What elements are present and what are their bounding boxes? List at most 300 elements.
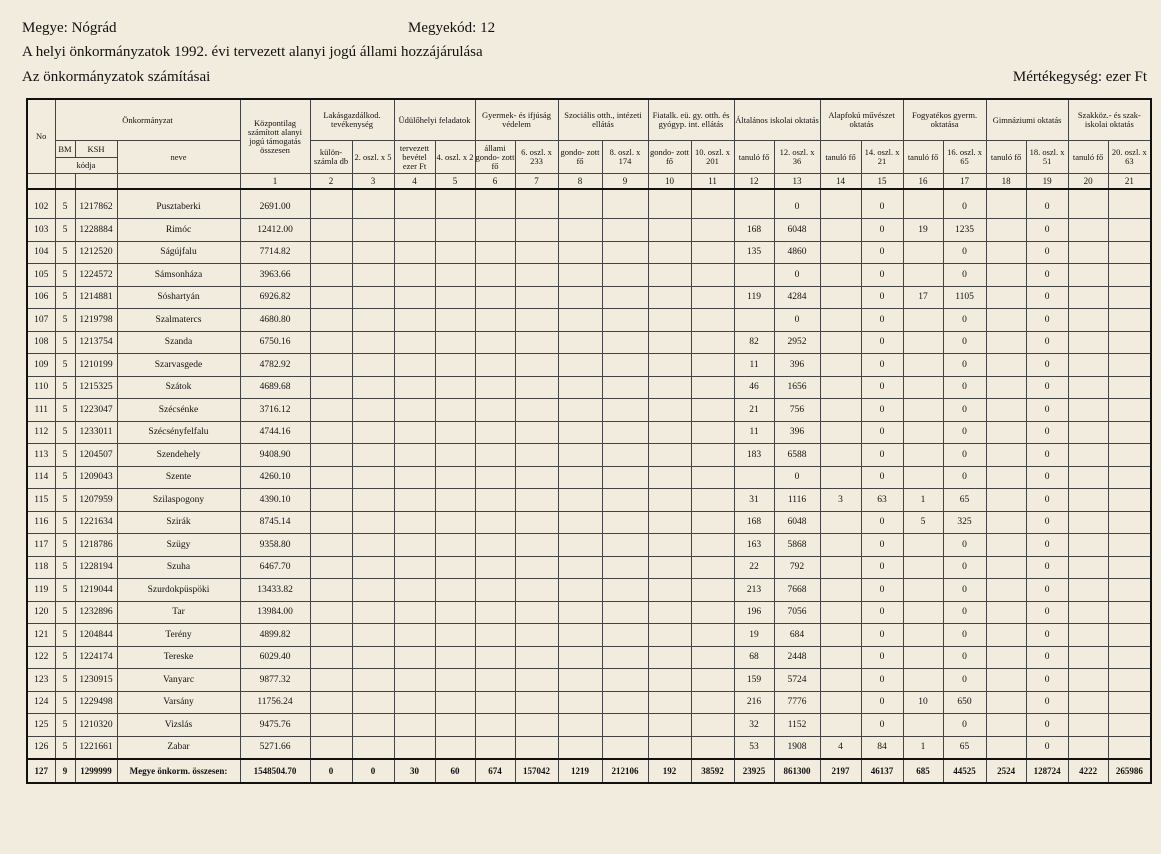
value-cell-col-5 bbox=[435, 264, 475, 287]
municipality-name: Sámsonháza bbox=[117, 264, 240, 287]
value-cell-col-21 bbox=[1108, 189, 1151, 219]
value-cell-col-16 bbox=[903, 579, 943, 602]
value-cell-col-13: 0 bbox=[774, 309, 820, 332]
value-cell-col-9 bbox=[602, 466, 648, 489]
sub-header: tanuló fő bbox=[820, 141, 861, 174]
municipality-name: Szendehely bbox=[117, 444, 240, 467]
group-header-7: Alapfokú művészet oktatás bbox=[820, 99, 903, 141]
value-cell-col-21 bbox=[1108, 489, 1151, 512]
value-cell-col-13: 1656 bbox=[774, 376, 820, 399]
total-support: 4782.92 bbox=[240, 354, 310, 377]
value-cell-col-7 bbox=[515, 444, 558, 467]
row-number: 103 bbox=[27, 219, 55, 242]
total-support: 9408.90 bbox=[240, 444, 310, 467]
value-cell-col-8 bbox=[558, 489, 602, 512]
municipality-name: Sóshartyán bbox=[117, 286, 240, 309]
table-body bbox=[27, 189, 1151, 783]
sub-header: tervezett bevétel ezer Ft bbox=[394, 141, 435, 174]
value-cell-col-12: 32 bbox=[734, 714, 774, 737]
value-cell-col-6 bbox=[475, 286, 515, 309]
value-cell-col-9 bbox=[602, 556, 648, 579]
municipality-name: Ságújfalu bbox=[117, 241, 240, 264]
value-cell-col-15: 0 bbox=[861, 421, 903, 444]
value-cell-col-13: 4860 bbox=[774, 241, 820, 264]
sub-header: 12. oszl. x 36 bbox=[774, 141, 820, 174]
table-row bbox=[27, 534, 1151, 557]
value-cell-col-10 bbox=[648, 421, 691, 444]
document-subtitle: Az önkormányzatok számításai bbox=[22, 69, 211, 85]
municipality-name: Rimóc bbox=[117, 219, 240, 242]
value-cell-col-17: 65 bbox=[943, 736, 986, 759]
value-cell-col-20 bbox=[1068, 399, 1108, 422]
row-number: 124 bbox=[27, 691, 55, 714]
value-cell-col-18 bbox=[986, 189, 1026, 219]
value-cell-col-2 bbox=[310, 601, 352, 624]
value-cell-col-13: 4284 bbox=[774, 286, 820, 309]
municipality-name: Tereske bbox=[117, 646, 240, 669]
value-cell-col-8 bbox=[558, 556, 602, 579]
value-cell-col-7 bbox=[515, 466, 558, 489]
value-cell-col-15: 0 bbox=[861, 376, 903, 399]
value-cell-col-21 bbox=[1108, 511, 1151, 534]
value-cell-col-6 bbox=[475, 624, 515, 647]
value-cell-col-10 bbox=[648, 189, 691, 219]
municipality-name: Tar bbox=[117, 601, 240, 624]
value-cell-col-7 bbox=[515, 309, 558, 332]
value-cell-col-6 bbox=[475, 556, 515, 579]
value-cell-col-21 bbox=[1108, 309, 1151, 332]
value-cell-col-6 bbox=[475, 189, 515, 219]
col-number: 2 bbox=[310, 174, 352, 190]
value-cell-col-11 bbox=[691, 376, 734, 399]
value-cell-col-9 bbox=[602, 219, 648, 242]
value-cell-col-12: 11 bbox=[734, 354, 774, 377]
table-row bbox=[27, 241, 1151, 264]
no-header: No bbox=[27, 99, 55, 174]
row-number: 107 bbox=[27, 309, 55, 332]
value-cell-col-21 bbox=[1108, 354, 1151, 377]
value-cell-col-15: 0 bbox=[861, 714, 903, 737]
value-cell-col-9 bbox=[602, 601, 648, 624]
value-cell-col-14 bbox=[820, 601, 861, 624]
value-cell-col-12: 213 bbox=[734, 579, 774, 602]
value-cell-col-3 bbox=[352, 189, 394, 219]
value-cell-col-19: 0 bbox=[1026, 556, 1068, 579]
value-cell-col-6 bbox=[475, 669, 515, 692]
bm-code: 5 bbox=[55, 241, 75, 264]
value-cell-col-14 bbox=[820, 286, 861, 309]
value-cell-col-4 bbox=[394, 579, 435, 602]
value-cell-col-15: 46137 bbox=[861, 759, 903, 783]
value-cell-col-13: 2952 bbox=[774, 331, 820, 354]
value-cell-col-2 bbox=[310, 736, 352, 759]
value-cell-col-18 bbox=[986, 354, 1026, 377]
ksh-code: 1213754 bbox=[75, 331, 117, 354]
value-cell-col-17: 1235 bbox=[943, 219, 986, 242]
value-cell-col-11 bbox=[691, 511, 734, 534]
value-cell-col-15: 0 bbox=[861, 264, 903, 287]
value-cell-col-2 bbox=[310, 534, 352, 557]
bm-code: 5 bbox=[55, 421, 75, 444]
value-cell-col-7 bbox=[515, 376, 558, 399]
value-cell-col-14 bbox=[820, 376, 861, 399]
value-cell-col-4 bbox=[394, 489, 435, 512]
col-number: 4 bbox=[394, 174, 435, 190]
value-cell-col-15: 63 bbox=[861, 489, 903, 512]
value-cell-col-6 bbox=[475, 489, 515, 512]
value-cell-col-15: 0 bbox=[861, 646, 903, 669]
value-cell-col-2 bbox=[310, 354, 352, 377]
value-cell-col-19: 0 bbox=[1026, 646, 1068, 669]
value-cell-col-7 bbox=[515, 264, 558, 287]
value-cell-col-9 bbox=[602, 376, 648, 399]
value-cell-col-4 bbox=[394, 286, 435, 309]
value-cell-col-16 bbox=[903, 466, 943, 489]
value-cell-col-17: 0 bbox=[943, 714, 986, 737]
value-cell-col-16: 1 bbox=[903, 489, 943, 512]
value-cell-col-10 bbox=[648, 444, 691, 467]
value-cell-col-16 bbox=[903, 556, 943, 579]
value-cell-col-6 bbox=[475, 511, 515, 534]
table-row bbox=[27, 354, 1151, 377]
value-cell-col-21 bbox=[1108, 376, 1151, 399]
value-cell-col-5 bbox=[435, 219, 475, 242]
value-cell-col-20 bbox=[1068, 376, 1108, 399]
value-cell-col-2 bbox=[310, 219, 352, 242]
value-cell-col-16 bbox=[903, 399, 943, 422]
value-cell-col-4 bbox=[394, 421, 435, 444]
table-row bbox=[27, 646, 1151, 669]
ksh-code: 1221661 bbox=[75, 736, 117, 759]
value-cell-col-19: 128724 bbox=[1026, 759, 1068, 783]
col-number: 5 bbox=[435, 174, 475, 190]
value-cell-col-21 bbox=[1108, 219, 1151, 242]
value-cell-col-8 bbox=[558, 331, 602, 354]
col-number: 20 bbox=[1068, 174, 1108, 190]
value-cell-col-8 bbox=[558, 669, 602, 692]
value-cell-col-14 bbox=[820, 669, 861, 692]
value-cell-col-2 bbox=[310, 466, 352, 489]
value-cell-col-19: 0 bbox=[1026, 601, 1068, 624]
value-cell-col-7 bbox=[515, 489, 558, 512]
value-cell-col-14: 3 bbox=[820, 489, 861, 512]
value-cell-col-11 bbox=[691, 691, 734, 714]
value-cell-col-19: 0 bbox=[1026, 399, 1068, 422]
value-cell-col-6 bbox=[475, 466, 515, 489]
total-support: 12412.00 bbox=[240, 219, 310, 242]
value-cell-col-16 bbox=[903, 421, 943, 444]
value-cell-col-15: 0 bbox=[861, 511, 903, 534]
value-cell-col-12: 216 bbox=[734, 691, 774, 714]
value-cell-col-8 bbox=[558, 624, 602, 647]
value-cell-col-17: 0 bbox=[943, 624, 986, 647]
municipality-name: Szilaspogony bbox=[117, 489, 240, 512]
group-header-2: Üdülőhelyi feladatok bbox=[394, 99, 475, 141]
table-row bbox=[27, 511, 1151, 534]
value-cell-col-4 bbox=[394, 376, 435, 399]
value-cell-col-20: 4222 bbox=[1068, 759, 1108, 783]
value-cell-col-17: 0 bbox=[943, 376, 986, 399]
group-header-4: Szociális otth., intézeti ellátás bbox=[558, 99, 648, 141]
value-cell-col-17: 0 bbox=[943, 354, 986, 377]
value-cell-col-2 bbox=[310, 309, 352, 332]
value-cell-col-18 bbox=[986, 421, 1026, 444]
table-row bbox=[27, 556, 1151, 579]
sub-header: 10. oszl. x 201 bbox=[691, 141, 734, 174]
value-cell-col-2 bbox=[310, 489, 352, 512]
sub-header: külön- számla db bbox=[310, 141, 352, 174]
row-number: 113 bbox=[27, 444, 55, 467]
value-cell-col-17: 0 bbox=[943, 669, 986, 692]
value-cell-col-2 bbox=[310, 421, 352, 444]
value-cell-col-4 bbox=[394, 511, 435, 534]
value-cell-col-10 bbox=[648, 714, 691, 737]
value-cell-col-15: 0 bbox=[861, 534, 903, 557]
value-cell-col-12 bbox=[734, 189, 774, 219]
value-cell-col-18 bbox=[986, 286, 1026, 309]
sub-header: tanuló fő bbox=[734, 141, 774, 174]
value-cell-col-9 bbox=[602, 624, 648, 647]
value-cell-col-4 bbox=[394, 264, 435, 287]
value-cell-col-4: 30 bbox=[394, 759, 435, 783]
value-cell-col-19: 0 bbox=[1026, 189, 1068, 219]
ksh-code: 1228194 bbox=[75, 556, 117, 579]
col-number: 13 bbox=[774, 174, 820, 190]
value-cell-col-15: 0 bbox=[861, 601, 903, 624]
value-cell-col-7 bbox=[515, 691, 558, 714]
value-cell-col-14 bbox=[820, 556, 861, 579]
value-cell-col-20 bbox=[1068, 489, 1108, 512]
row-number: 122 bbox=[27, 646, 55, 669]
value-cell-col-18 bbox=[986, 601, 1026, 624]
table-row bbox=[27, 466, 1151, 489]
total-support: 13433.82 bbox=[240, 579, 310, 602]
table-row bbox=[27, 376, 1151, 399]
value-cell-col-9 bbox=[602, 691, 648, 714]
value-cell-col-4 bbox=[394, 331, 435, 354]
value-cell-col-5 bbox=[435, 669, 475, 692]
value-cell-col-17: 0 bbox=[943, 556, 986, 579]
value-cell-col-7 bbox=[515, 601, 558, 624]
value-cell-col-2 bbox=[310, 691, 352, 714]
value-cell-col-7 bbox=[515, 286, 558, 309]
value-cell-col-20 bbox=[1068, 354, 1108, 377]
value-cell-col-5 bbox=[435, 534, 475, 557]
value-cell-col-3 bbox=[352, 354, 394, 377]
value-cell-col-11 bbox=[691, 354, 734, 377]
value-cell-col-4 bbox=[394, 241, 435, 264]
value-cell-col-7 bbox=[515, 714, 558, 737]
value-cell-col-16 bbox=[903, 189, 943, 219]
value-cell-col-16 bbox=[903, 646, 943, 669]
row-number: 105 bbox=[27, 264, 55, 287]
value-cell-col-7: 157042 bbox=[515, 759, 558, 783]
value-cell-col-3 bbox=[352, 489, 394, 512]
table-row bbox=[27, 309, 1151, 332]
value-cell-col-5 bbox=[435, 331, 475, 354]
value-cell-col-10: 192 bbox=[648, 759, 691, 783]
value-cell-col-8 bbox=[558, 264, 602, 287]
value-cell-col-19: 0 bbox=[1026, 624, 1068, 647]
value-cell-col-4 bbox=[394, 219, 435, 242]
value-cell-col-9 bbox=[602, 189, 648, 219]
col-number: 8 bbox=[558, 174, 602, 190]
value-cell-col-13: 6048 bbox=[774, 219, 820, 242]
value-cell-col-5 bbox=[435, 309, 475, 332]
value-cell-col-6 bbox=[475, 736, 515, 759]
municipality-name: Szalmatercs bbox=[117, 309, 240, 332]
value-cell-col-9 bbox=[602, 489, 648, 512]
value-cell-col-12: 11 bbox=[734, 421, 774, 444]
value-cell-col-20 bbox=[1068, 624, 1108, 647]
value-cell-col-21 bbox=[1108, 579, 1151, 602]
group-header-9: Gimnáziumi oktatás bbox=[986, 99, 1068, 141]
value-cell-col-3 bbox=[352, 264, 394, 287]
row-number: 109 bbox=[27, 354, 55, 377]
value-cell-col-3 bbox=[352, 691, 394, 714]
value-cell-col-14 bbox=[820, 444, 861, 467]
bm-code: 5 bbox=[55, 511, 75, 534]
value-cell-col-8 bbox=[558, 511, 602, 534]
group-header-10: Szakköz.- és szak- iskolai oktatás bbox=[1068, 99, 1151, 141]
municipality-name: Szécsénke bbox=[117, 399, 240, 422]
value-cell-col-3 bbox=[352, 466, 394, 489]
col-number: 18 bbox=[986, 174, 1026, 190]
value-cell-col-12 bbox=[734, 466, 774, 489]
value-cell-col-6 bbox=[475, 534, 515, 557]
value-cell-col-2 bbox=[310, 189, 352, 219]
ksh-code: 1224174 bbox=[75, 646, 117, 669]
value-cell-col-14 bbox=[820, 219, 861, 242]
value-cell-col-6 bbox=[475, 421, 515, 444]
ksh-code: 1218786 bbox=[75, 534, 117, 557]
value-cell-col-7 bbox=[515, 219, 558, 242]
value-cell-col-5 bbox=[435, 241, 475, 264]
value-cell-col-8 bbox=[558, 399, 602, 422]
value-cell-col-13: 7056 bbox=[774, 601, 820, 624]
value-cell-col-11 bbox=[691, 736, 734, 759]
value-cell-col-20 bbox=[1068, 534, 1108, 557]
value-cell-col-11 bbox=[691, 669, 734, 692]
value-cell-col-8 bbox=[558, 534, 602, 557]
total-support: 6750.16 bbox=[240, 331, 310, 354]
value-cell-col-13: 7776 bbox=[774, 691, 820, 714]
value-cell-col-15: 0 bbox=[861, 309, 903, 332]
value-cell-col-10 bbox=[648, 511, 691, 534]
value-cell-col-14 bbox=[820, 579, 861, 602]
value-cell-col-4 bbox=[394, 736, 435, 759]
sub-header: gondo- zott fő bbox=[558, 141, 602, 174]
onkormanyzat-header: Önkormányzat bbox=[55, 99, 240, 141]
value-cell-col-19: 0 bbox=[1026, 286, 1068, 309]
value-cell-col-2 bbox=[310, 669, 352, 692]
kozpontilag-header: Központilag számított alanyi jogú támogatás összesen bbox=[240, 99, 310, 174]
sub-header: 16. oszl. x 65 bbox=[943, 141, 986, 174]
value-cell-col-13: 396 bbox=[774, 354, 820, 377]
col-number: 1 bbox=[240, 174, 310, 190]
value-cell-col-11 bbox=[691, 331, 734, 354]
value-cell-col-8 bbox=[558, 691, 602, 714]
value-cell-col-21 bbox=[1108, 444, 1151, 467]
ksh-code: 1209043 bbox=[75, 466, 117, 489]
value-cell-col-19: 0 bbox=[1026, 354, 1068, 377]
value-cell-col-17: 0 bbox=[943, 399, 986, 422]
total-support: 4260.10 bbox=[240, 466, 310, 489]
value-cell-col-21 bbox=[1108, 601, 1151, 624]
value-cell-col-3 bbox=[352, 736, 394, 759]
table-row bbox=[27, 579, 1151, 602]
value-cell-col-6 bbox=[475, 309, 515, 332]
value-cell-col-4 bbox=[394, 691, 435, 714]
value-cell-col-11 bbox=[691, 421, 734, 444]
table-row bbox=[27, 489, 1151, 512]
value-cell-col-18 bbox=[986, 466, 1026, 489]
value-cell-col-19: 0 bbox=[1026, 691, 1068, 714]
value-cell-col-8 bbox=[558, 579, 602, 602]
value-cell-col-19: 0 bbox=[1026, 444, 1068, 467]
table-row bbox=[27, 331, 1151, 354]
value-cell-col-21 bbox=[1108, 331, 1151, 354]
value-cell-col-18: 2524 bbox=[986, 759, 1026, 783]
ksh-code: 1207959 bbox=[75, 489, 117, 512]
value-cell-col-20 bbox=[1068, 241, 1108, 264]
ksh-code: 1204844 bbox=[75, 624, 117, 647]
kodja-header: kódja bbox=[55, 158, 117, 174]
value-cell-col-2 bbox=[310, 331, 352, 354]
group-header-8: Fogyatékos gyerm. oktatása bbox=[903, 99, 986, 141]
table-row bbox=[27, 669, 1151, 692]
value-cell-col-6 bbox=[475, 354, 515, 377]
value-cell-col-16 bbox=[903, 601, 943, 624]
value-cell-col-6 bbox=[475, 219, 515, 242]
row-number: 104 bbox=[27, 241, 55, 264]
value-cell-col-8 bbox=[558, 601, 602, 624]
ksh-code: 1229498 bbox=[75, 691, 117, 714]
bm-code: 9 bbox=[55, 759, 75, 783]
value-cell-col-11 bbox=[691, 241, 734, 264]
ksh-code: 1232896 bbox=[75, 601, 117, 624]
value-cell-col-14 bbox=[820, 511, 861, 534]
municipality-name: Szügy bbox=[117, 534, 240, 557]
municipality-name: Szente bbox=[117, 466, 240, 489]
value-cell-col-21 bbox=[1108, 286, 1151, 309]
value-cell-col-6 bbox=[475, 241, 515, 264]
value-cell-col-8 bbox=[558, 354, 602, 377]
value-cell-col-20 bbox=[1068, 579, 1108, 602]
value-cell-col-20 bbox=[1068, 646, 1108, 669]
value-cell-col-18 bbox=[986, 489, 1026, 512]
col-number: 15 bbox=[861, 174, 903, 190]
value-cell-col-3 bbox=[352, 331, 394, 354]
value-cell-col-19: 0 bbox=[1026, 309, 1068, 332]
bm-code: 5 bbox=[55, 624, 75, 647]
value-cell-col-10 bbox=[648, 331, 691, 354]
value-cell-col-7 bbox=[515, 421, 558, 444]
value-cell-col-18 bbox=[986, 669, 1026, 692]
value-cell-col-3 bbox=[352, 309, 394, 332]
value-cell-col-18 bbox=[986, 399, 1026, 422]
sub-header: 14. oszl. x 21 bbox=[861, 141, 903, 174]
value-cell-col-8 bbox=[558, 646, 602, 669]
value-cell-col-9 bbox=[602, 286, 648, 309]
value-cell-col-16 bbox=[903, 331, 943, 354]
value-cell-col-9 bbox=[602, 579, 648, 602]
value-cell-col-2 bbox=[310, 556, 352, 579]
col-number: 16 bbox=[903, 174, 943, 190]
value-cell-col-15: 0 bbox=[861, 219, 903, 242]
total-support: 1548504.70 bbox=[240, 759, 310, 783]
total-support: 7714.82 bbox=[240, 241, 310, 264]
